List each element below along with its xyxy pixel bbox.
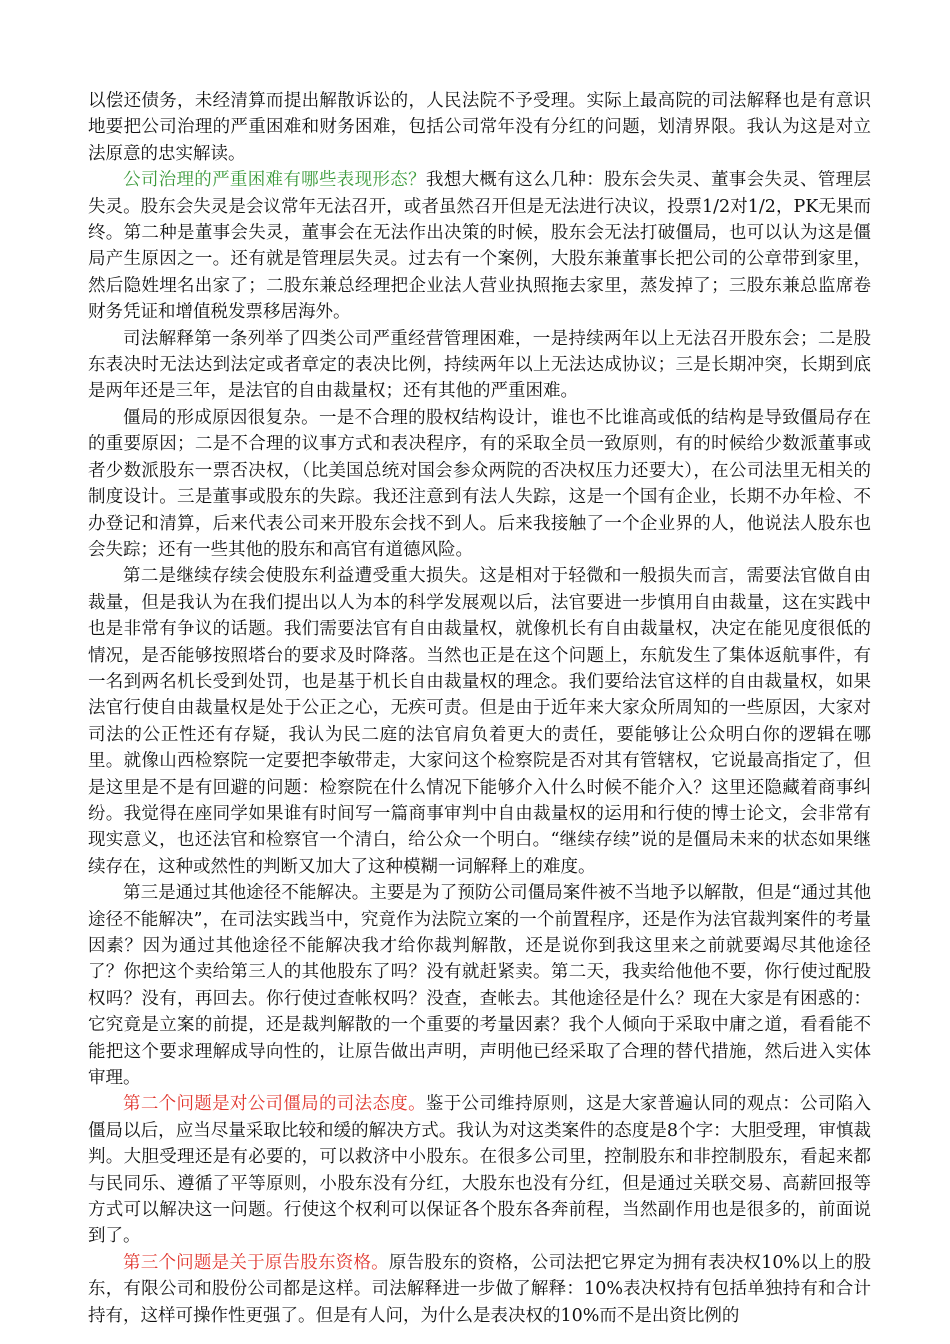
paragraph-text: 僵局的形成原因很复杂。一是不合理的股权结构设计，谁也不比谁高或低的结构是导致僵局存在的重要原因；二是不合理的议事方式和表决程序，有的采取全员一致原则，有的时候给少数派董事或者少数派股东一票否决权，（比美国总统对国会参众两院的否决权压力还要大），在公司法里无相关的制度设计。三是董事或股东的失踪。我还注意到有法人失踪，这是一个国有企业，长期不办年检、不办登记和清算，后来代表公司来开股东会找不到人。后来我接触了一个企业界的人，他说法人股东也会失踪；还有一些其他的股东和高官有道德风险。 <box>88 407 871 560</box>
paragraph-text: 第三是通过其他途径不能解决。主要是为了预防公司僵局案件被不当地予以解散，但是“通过其他途径不能解决”，在司法实践当中，究竟作为法院立案的一个前置程序，还是作为法官裁判案件的考量因素？因为通过其他途径不能解决我才给你裁判解散，还是说你到我这里来之前就要竭尽其他途径了？你把这个卖给第三人的其他股东了吗？没有就赶紧卖。第二天，我卖给他他不要，你行使过配股权吗？没有，再回去。你行使过查帐权吗？没查，查帐去。其他途径是什么？现在大家是有困惑的：它究竟是立案的前提，还是裁判解散的一个重要的考量因素？我个人倾向于采取中庸之道，看看能不能把这个要求理解成导向性的，让原告做出声明，声明他已经采取了合理的替代措施，然后进入实体审理。 <box>88 883 871 1089</box>
highlighted-heading: 第三个问题是关于原告股东资格。 <box>123 1252 389 1273</box>
paragraph-governance-difficulties <box>88 167 871 325</box>
document-page <box>88 88 871 1329</box>
paragraph-continued-existence <box>88 563 871 880</box>
paragraph-judicial-attitude <box>88 1091 871 1249</box>
paragraph-text: 鉴于公司维持原则，这是大家普遍认同的观点：公司陷入僵局以后，应当尽量采取比较和缓的解决方式。我认为对这类案件的态度是8个字：大胆受理，审慎裁判。大胆受理还是有必要的，可以救济中小股东。在很多公司里，控制股东和非控制股东，看起来都与民同乐、遵循了平等原则，小股东没有分红，大股东也没有分红，但是通过关联交易、高薪回报等方式可以解决这一问题。行使这个权利可以保证各个股东各奔前程，当然副作用也是很多的，前面说到了。 <box>88 1094 871 1247</box>
paragraph-judicial-interpretation <box>88 326 871 405</box>
paragraph-other-means <box>88 880 871 1091</box>
paragraph-text: 我想大概有这么几种：股东会失灵、董事会失灵、管理层失灵。股东会失灵是会议常年无法召开，或者虽然召开但是无法进行决议，投票1/2对1/2，PK无果而终。第二种是董事会失灵，董事会在无法作出决策的时候，股东会无法打破僵局，也可以认为这是僵局产生原因之一。还有就是管理层失灵。过去有一个案例，大股东兼董事长把公司的公章带到家里，然后隐姓埋名出家了；二股东兼总经理把企业法人营业执照拖去家里，蒸发掉了；三股东兼总监席卷财务凭证和增值税发票移居海外。 <box>88 170 871 323</box>
paragraph-text: 以偿还债务，未经清算而提出解散诉讼的，人民法院不予受理。实际上最高院的司法解释也是有意识地要把公司治理的严重困难和财务困难，包括公司常年没有分红的问题，划清界限。我认为这是对立法原意的忠实解读。 <box>88 91 871 164</box>
highlighted-question: 公司治理的严重困难有哪些表现形态？ <box>123 170 426 191</box>
paragraph-text: 原告股东的资格，公司法把它界定为拥有表决权10%以上的股东，有限公司和股份公司都是这样。司法解释进一步做了解释：10%表决权持有包括单独持有和合计持有，这样可操作性更强了。但是有人问，为什么是表决权的10%而不是出资比例的 <box>88 1252 872 1326</box>
paragraph-plaintiff-qualification <box>88 1250 871 1329</box>
paragraph-text: 第二是继续存续会使股东利益遭受重大损失。这是相对于轻微和一般损失而言，需要法官做自由裁量，但是我认为在我们提出以人为本的科学发展观以后，法官要进一步慎用自由裁量，这在实践中也是非常有争议的话题。我们需要法官有自由裁量权，就像机长有自由裁量权，决定在能见度很低的情况，是否能够按照塔台的要求及时降落。当然也正是在这个问题上，东航发生了集体返航事件，有一名到两名机长受到处罚，也是基于机长自由裁量权的理念。我们要给法官这样的自由裁量权，如果法官行使自由裁量权是处于公正之心，无疾可责。但是由于近年来大家众所周知的一些原因，大家对司法的公正性还有存疑，我认为民二庭的法官肩负着更大的责任，要能够让公众明白你的逻辑在哪里。就像山西检察院一定要把李敏带走，大家问这个检察院是否对其有管辖权，它说最高指定了，但是这里是不是有回避的问题：检察院在什么情况下能够介入什么时候不能介入？这里还隐藏着商事纠纷。我觉得在座同学如果谁有时间写一篇商事审判中自由裁量权的运用和行使的博士论文，会非常有现实意义，也还法官和检察官一个清白，给公众一个明白。“继续存续”说的是僵局未来的状态如果继续存在，这种或然性的判断又加大了这种模糊一词解释上的难度。 <box>88 566 871 877</box>
highlighted-heading: 第二个问题是对公司僵局的司法态度。 <box>123 1094 426 1115</box>
paragraph-continued-text <box>88 88 871 167</box>
paragraph-text: 司法解释第一条列举了四类公司严重经营管理困难，一是持续两年以上无法召开股东会；二是股东表决时无法达到法定或者章定的表决比例，持续两年以上无法达成协议；三是长期冲突，长期到底是两年还是三年，是法官的自由裁量权；还有其他的严重困难。 <box>88 328 871 402</box>
paragraph-deadlock-causes <box>88 405 871 563</box>
